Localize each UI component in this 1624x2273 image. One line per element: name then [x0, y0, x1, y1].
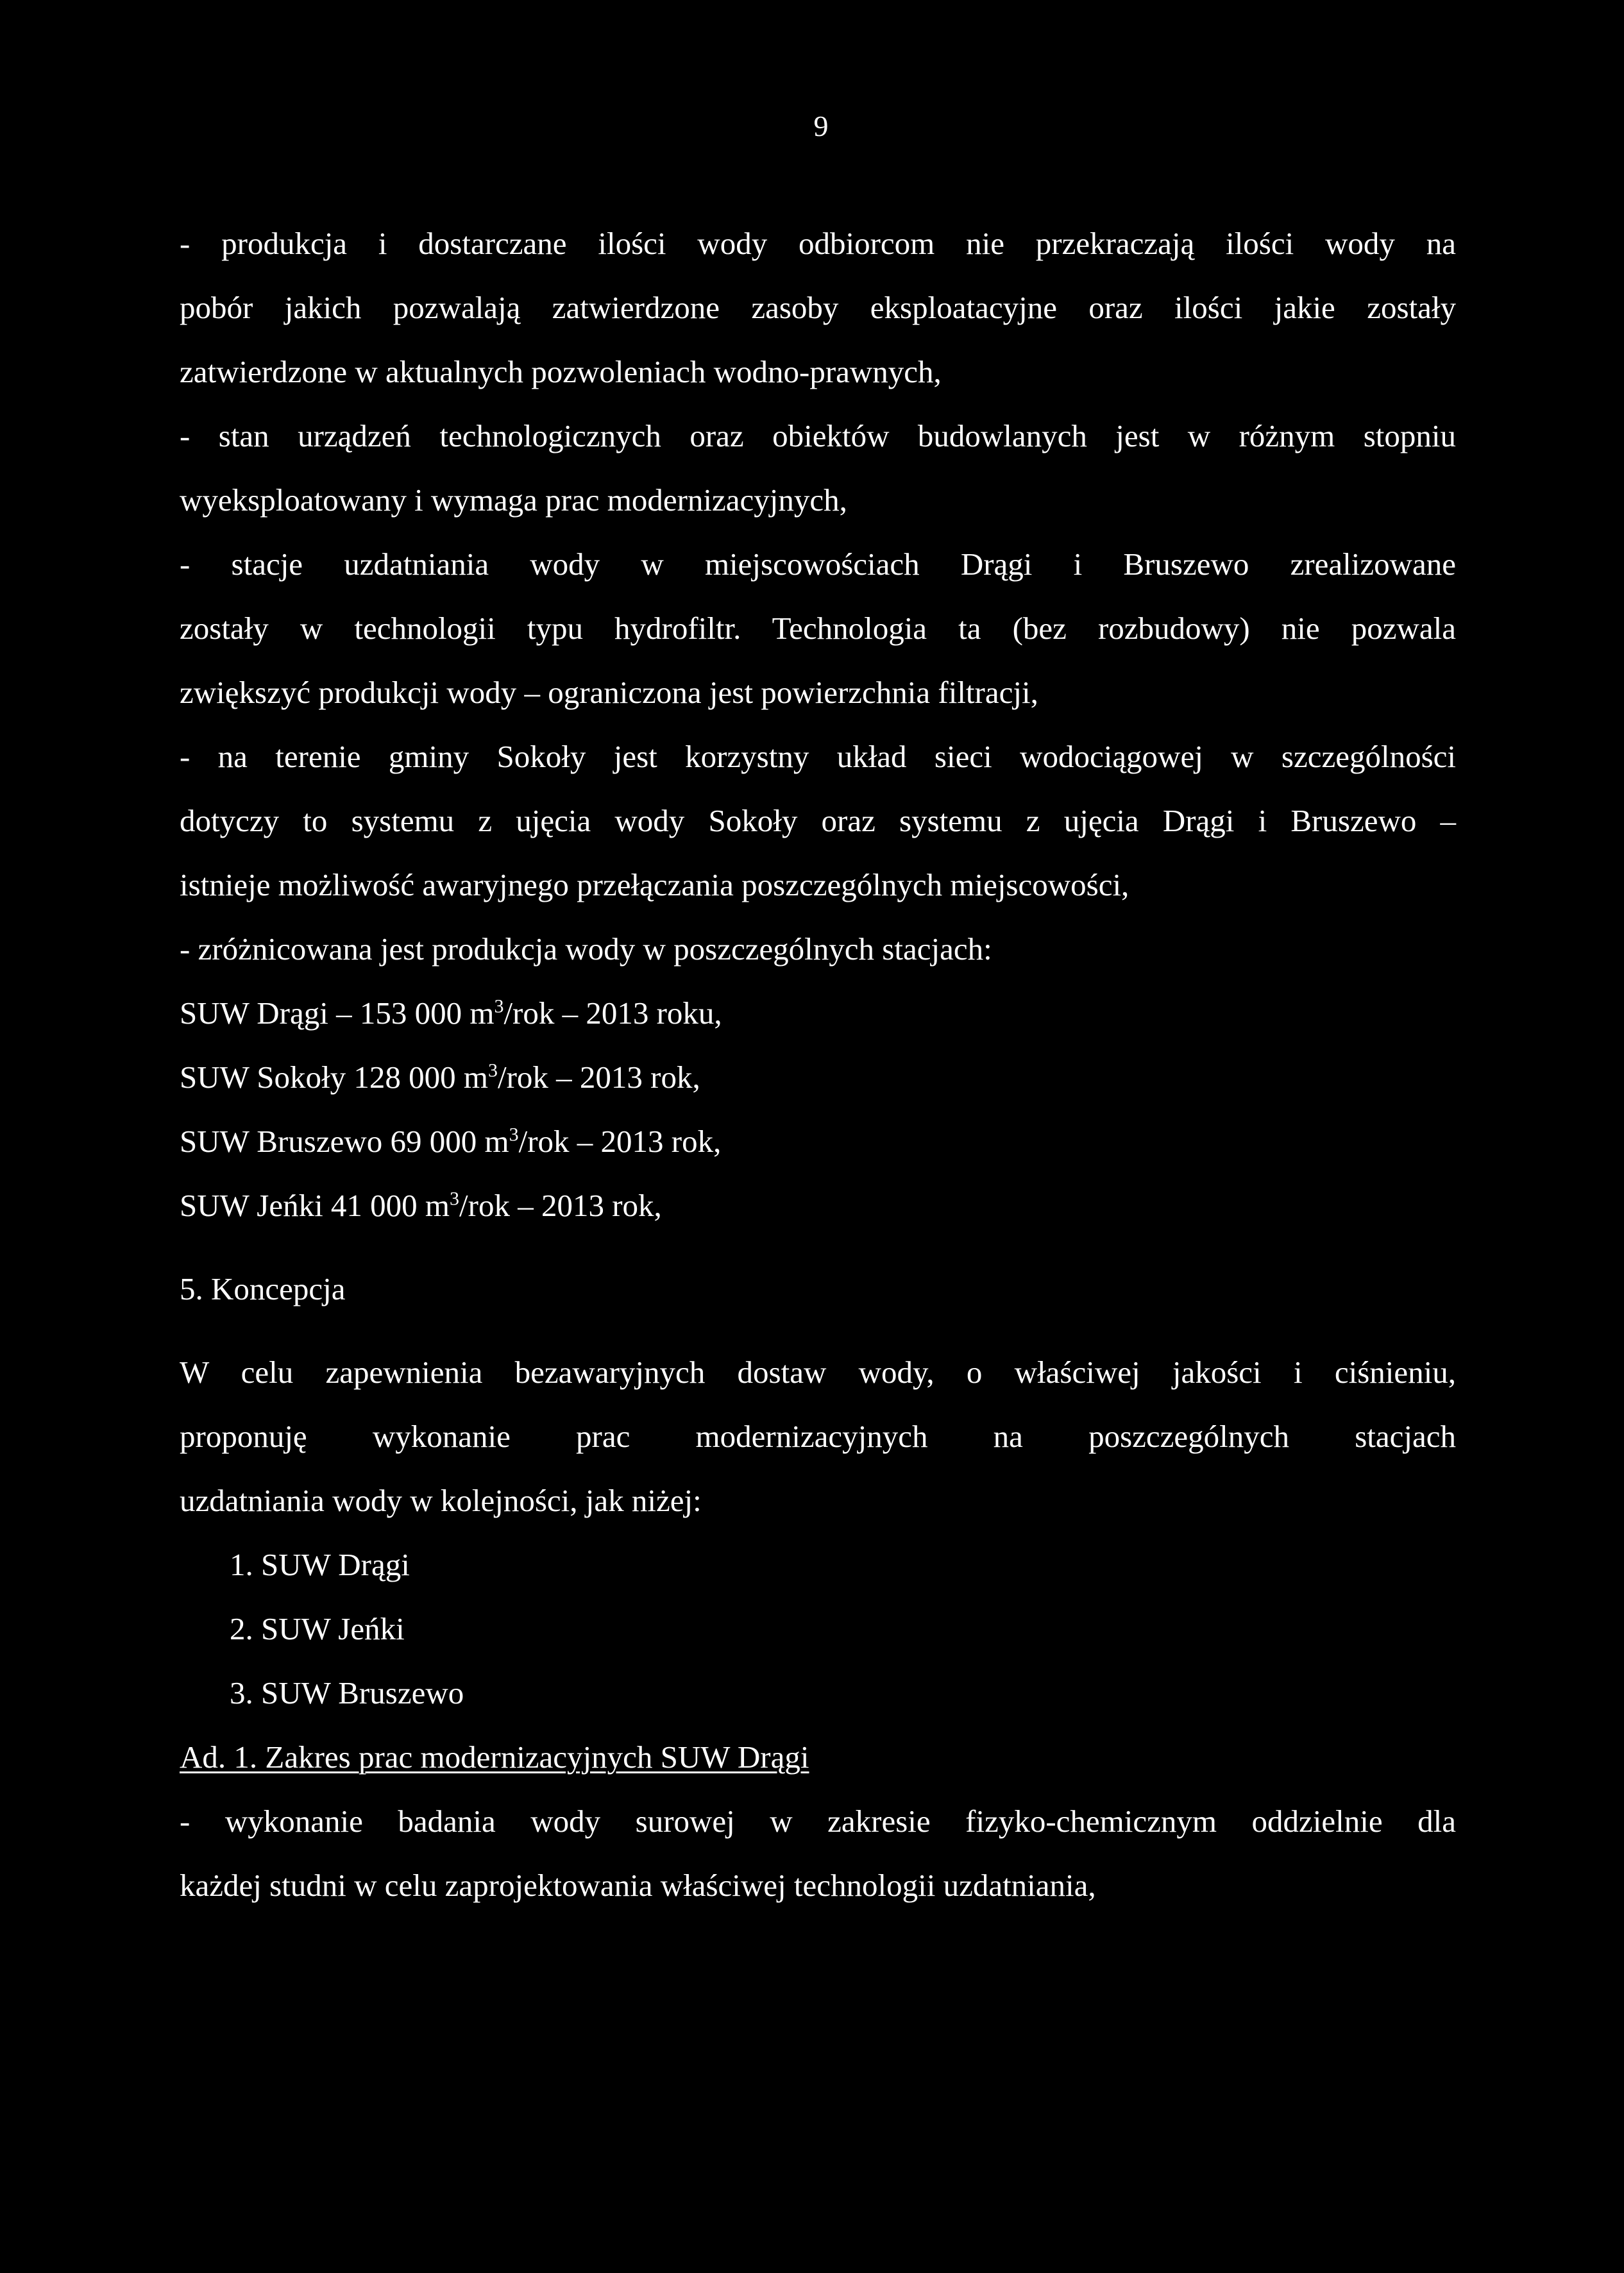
paragraph-ad-1	[180, 1789, 1456, 1918]
text-line: - stacje uzdatniania wody w miejscowościach Drągi i Bruszewo zrealizowane	[180, 546, 1456, 582]
text-line: dotyczy to systemu z ujęcia wody Sokoły oraz systemu z ujęcia Drągi i Bruszewo –	[180, 803, 1456, 838]
list-item: 3. SUW Bruszewo	[230, 1675, 464, 1711]
text-line: zostały w technologii typu hydrofiltr. Technologia ta (bez rozbudowy) nie pozwala	[180, 611, 1456, 646]
text-line: uzdatniania wody w kolejności, jak niżej:	[180, 1483, 702, 1518]
paragraph-hydrofilter	[180, 532, 1456, 725]
text-line: - produkcja i dostarczane ilości wody odbiorcom nie przekraczają ilości wody na	[180, 226, 1456, 261]
text-line: proponuję wykonanie prac modernizacyjnych na poszczególnych stacjach	[180, 1419, 1456, 1454]
heading-text: 5. Koncepcja	[180, 1271, 346, 1306]
text-line: pobór jakich pozwalają zatwierdzone zasoby eksploatacyjne oraz ilości jakie zostały	[180, 290, 1456, 325]
text-line: wyeksploatowany i wymaga prac modernizacyjnych,	[180, 482, 847, 518]
paragraph-concept	[180, 1340, 1456, 1533]
text-line: istnieje możliwość awaryjnego przełączania poszczególnych miejscowości,	[180, 867, 1129, 902]
section-heading	[180, 1257, 1456, 1321]
text-line: zwiększyć produkcji wody – ograniczona jest powierzchnia filtracji,	[180, 675, 1038, 710]
list-item: 2. SUW Jeńki	[230, 1611, 405, 1646]
paragraph-production-limits	[180, 212, 1456, 404]
ad-heading-text: Ad. 1. Zakres prac modernizacyjnych SUW Drągi	[180, 1739, 809, 1775]
ad-heading	[180, 1725, 1456, 1789]
order-list	[180, 1533, 1456, 1725]
production-item: SUW Jeńki 41 000 $m^3$/rok – 2013 rok,	[180, 1188, 662, 1223]
text-line: każdej studni w celu zaprojektowania właściwej technologii uzdatniania,	[180, 1868, 1096, 1903]
text-line: - na terenie gminy Sokoły jest korzystny układ sieci wodociągowej w szczególności	[180, 739, 1456, 774]
text-line: - stan urządzeń technologicznych oraz obiektów budowlanych jest w różnym stopniu	[180, 418, 1456, 453]
production-item: SUW Sokoły 128 000 $m^3$/rok – 2013 rok,	[180, 1060, 700, 1095]
document-body	[180, 212, 1456, 1918]
page-number: 9	[813, 110, 829, 142]
paragraph-equipment-state	[180, 404, 1456, 532]
text-line: - zróżnicowana jest produkcja wody w poszczególnych stacjach:	[180, 931, 992, 967]
text-line: zatwierdzone w aktualnych pozwoleniach wodno-prawnych,	[180, 354, 942, 389]
text-line: W celu zapewnienia bezawaryjnych dostaw wody, o właściwej jakości i ciśnieniu,	[180, 1355, 1456, 1390]
paragraph-network-layout	[180, 725, 1456, 917]
production-item: SUW Bruszewo 69 000 $m^3$/rok – 2013 rok,	[180, 1124, 722, 1159]
production-item: SUW Drągi – 153 000 $m^3$/rok – 2013 roku,	[180, 995, 722, 1031]
paragraph-production-differences	[180, 917, 1456, 1238]
text-line: - wykonanie badania wody surowej w zakresie fizyko-chemicznym oddzielnie dla	[180, 1804, 1456, 1839]
list-item: 1. SUW Drągi	[230, 1547, 410, 1582]
